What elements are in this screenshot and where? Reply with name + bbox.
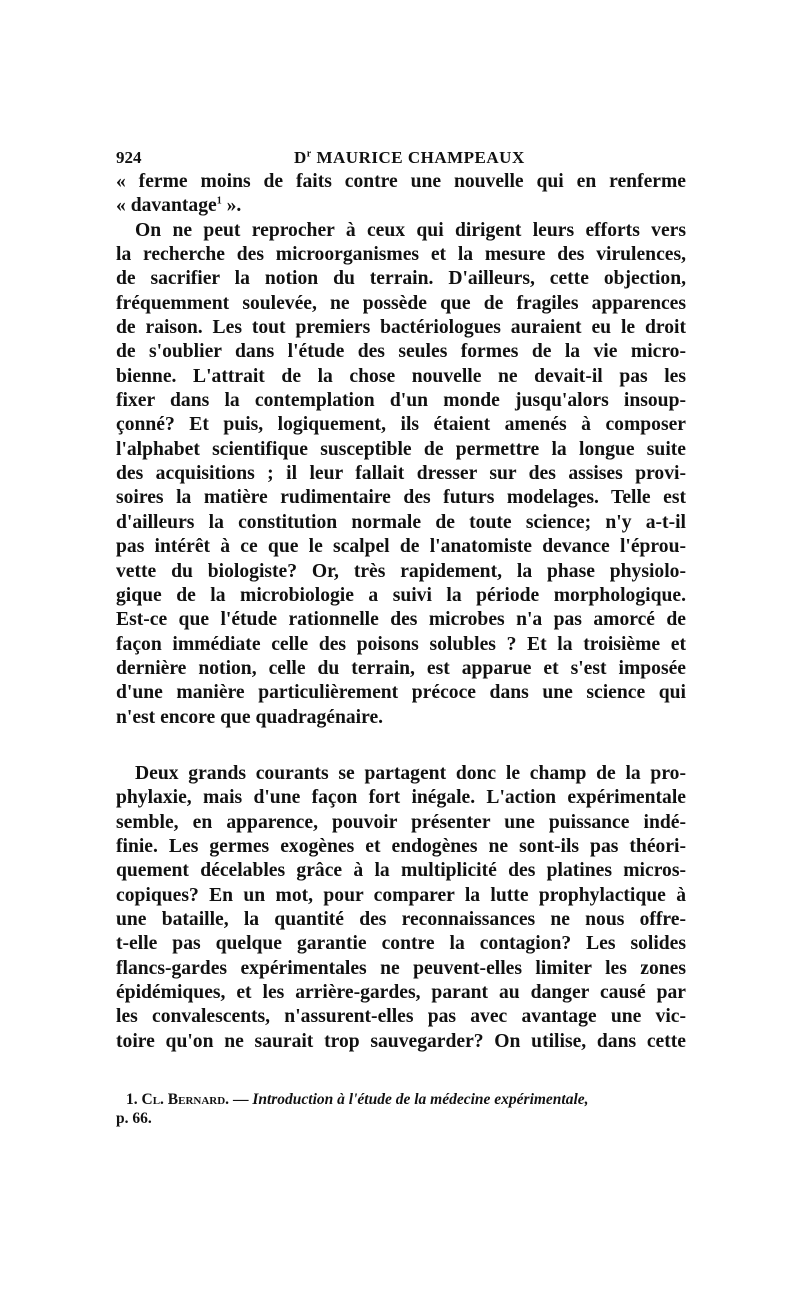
text-line: Est-ce que l'étude rationnelle des microbes n'a pas amorcé de — [116, 609, 686, 631]
text-line: de s'oublier dans l'étude des seules formes de la vie micro- — [116, 341, 686, 363]
text-line: épidémiques, et les arrière-gardes, parant au danger causé par — [116, 982, 686, 1003]
text-line: flancs-gardes expérimentales ne peuvent-elles limiter les zones — [116, 957, 686, 979]
text-line: copiques? En un mot, pour comparer la lutte prophylactique à — [116, 884, 686, 906]
footnote-line — [116, 1090, 686, 1109]
footnote-pages: p. 66. — [116, 1110, 152, 1128]
footnote-dash: — — [229, 1091, 253, 1109]
page-number: 924 — [116, 148, 142, 167]
text-line: des acquisitions ; il leur fallait dresser sur des assises provi- — [116, 463, 686, 485]
text-line: façon immédiate celle des poisons solubles ? Et la troisième et — [116, 633, 686, 655]
quote-close: ». — [221, 195, 242, 217]
text-line: fixer dans la contemplation d'un monde jusqu'alors insoup- — [116, 390, 686, 412]
text-line: d'une manière particulièrement précoce dans une science qui — [116, 682, 686, 704]
text-line: l'alphabet scientifique susceptible de permettre la longue suite — [116, 438, 686, 460]
text-line: On ne peut reprocher à ceux qui dirigent leurs efforts vers — [135, 219, 686, 241]
text-line: « davantage — [116, 195, 217, 217]
text-line: une bataille, la quantité des reconnaissances ne nous offre- — [116, 908, 686, 930]
running-header — [116, 140, 686, 170]
text-line: semble, en apparence, pouvoir présenter une puissance indé- — [116, 811, 686, 833]
text-line: quement décelables grâce à la multiplicité des platines micros- — [116, 860, 686, 882]
author-name: MAURICE CHAMPEAUX — [316, 148, 525, 167]
text-line: la recherche des microorganismes et la mesure des virulences, — [116, 244, 686, 266]
text-line: t-elle pas quelque garantie contre la contagion? Les solides — [116, 933, 686, 955]
text-line: bienne. L'attrait de la chose nouvelle ne devait-il pas les — [116, 365, 686, 387]
text-line: n'est encore que quadragénaire. — [116, 706, 384, 728]
paragraph-spacer — [116, 730, 686, 762]
text-line: les convalescents, n'assurent-elles pas avec avantage une vic- — [116, 1006, 686, 1028]
paragraph-2 — [116, 762, 686, 1054]
footnote — [116, 1090, 686, 1128]
text-line: phylaxie, mais d'une façon fort inégale. L'action expérimentale — [116, 787, 686, 809]
footnote-author: Cl. Bernard. — [141, 1091, 230, 1109]
text-line: pas intérêt à ce que le scalpel de l'anatomiste devance l'éprou- — [116, 536, 686, 558]
running-head-author — [294, 148, 525, 168]
text-line: de sacrifier la notion du terrain. D'ailleurs, cette objection, — [116, 268, 686, 290]
author-prefix: D — [294, 148, 307, 167]
text-line: Deux grands courants se partagent donc le champ de la pro- — [135, 762, 686, 784]
paragraph-1 — [116, 170, 686, 730]
footnote-reference: 1 — [216, 195, 222, 207]
text-line-with-footnote — [116, 194, 686, 218]
text-line: vette du biologiste? Or, très rapidement, la phase physiolo- — [116, 560, 686, 582]
text-line: toire qu'on ne saurait trop sauvegarder? On utilise, dans cette — [116, 1030, 686, 1052]
text-line: fréquemment soulevée, ne possède que de fragiles apparences — [116, 292, 686, 314]
footnote-title: Introduction à l'étude de la médecine expérimentale, — [252, 1091, 589, 1109]
book-page — [116, 140, 686, 1128]
text-line: soires la matière rudimentaire des futurs modelages. Telle est — [116, 487, 686, 509]
text-line: de raison. Les tout premiers bactériologues auraient eu le droit — [116, 317, 686, 339]
author-prefix-superscript: r — [306, 148, 312, 160]
text-line: « ferme moins de faits contre une nouvelle qui en renferme — [116, 171, 686, 192]
text-line: finie. Les germes exogènes et endogènes ne sont-ils pas théori- — [116, 835, 686, 857]
text-line: d'ailleurs la constitution normale de toute science; n'y a-t-il — [116, 511, 686, 533]
footnote-number: 1. — [126, 1091, 138, 1109]
text-line: gique de la microbiologie a suivi la période morphologique. — [116, 584, 686, 606]
body-text — [116, 170, 686, 1054]
text-line: çonné? Et puis, logiquement, ils étaient amenés à composer — [116, 414, 686, 436]
text-line: dernière notion, celle du terrain, est apparue et s'est imposée — [116, 657, 686, 679]
